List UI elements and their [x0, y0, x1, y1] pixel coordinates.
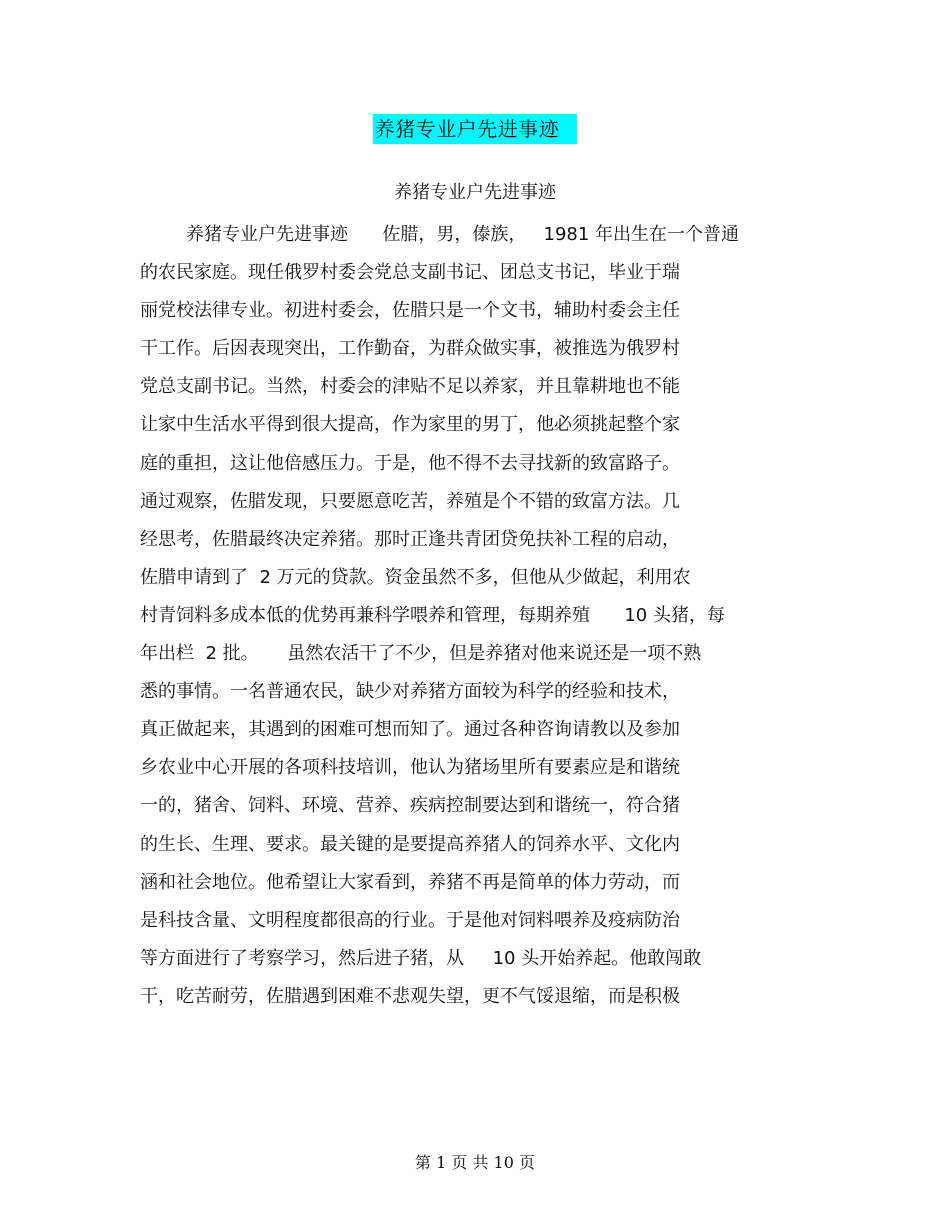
body-line: 等方面进行了考察学习，然后进子猪，从 10 头开始养起。他敢闯敢 [140, 947, 702, 969]
body-line: 年出栏 2 批。 虽然农活干了不少，但是养猪对他来说还是一项不熟 [140, 643, 702, 665]
body-line: 养猪专业户先进事迹 佐腊，男，傣族， 1981 年出生在一个普通 [186, 224, 740, 245]
body-line: 通过观察，佐腊发现，只要愿意吃苦，养殖是个不错的致富方法。几 [140, 490, 680, 512]
body-line: 一的，猪舍、饲料、环境、营养、疾病控制要达到和谐统一，符合猪 [140, 795, 680, 817]
highlighted-title: 养猪专业户先进事迹 [373, 114, 578, 144]
body-line: 丽党校法律专业。初进村委会，佐腊只是一个文书，辅助村委会主任 [140, 300, 680, 322]
body-line: 真正做起来，其遇到的困难可想而知了。通过各种咨询请教以及参加 [140, 719, 680, 741]
body-line: 的生长、生理、要求。最关键的是要提高养猪人的饲养水平、文化内 [140, 833, 680, 855]
body-line: 悉的事情。一名普通农民，缺少对养猪方面较为科学的经验和技术， [140, 681, 680, 703]
body-line: 乡农业中心开展的各项科技培训，他认为猪场里所有要素应是和谐统 [140, 757, 680, 779]
page-number-footer: 第 1 页 共 10 页 [415, 1153, 535, 1172]
body-line: 经思考，佐腊最终决定养猪。那时正逢共青团贷免扶补工程的启动， [140, 528, 680, 550]
body-line: 干，吃苦耐劳，佐腊遇到困难不悲观失望，更不气馁退缩，而是积极 [140, 985, 680, 1007]
body-line: 佐腊申请到了 2 万元的贷款。资金虽然不多，但他从少做起，利用农 [140, 566, 691, 588]
subtitle: 养猪专业户先进事迹 [394, 182, 556, 203]
body-line: 涵和社会地位。他希望让大家看到，养猪不再是简单的体力劳动，而 [140, 871, 680, 893]
body-line: 是科技含量、文明程度都很高的行业。于是他对饲料喂养及疫病防治 [140, 909, 680, 931]
title-area [0, 114, 950, 144]
body-line: 让家中生活水平得到很大提高，作为家里的男丁，他必须挑起整个家 [140, 414, 680, 436]
body-line: 党总支副书记。当然，村委会的津贴不足以养家，并且靠耕地也不能 [140, 376, 680, 398]
body-line: 干工作。后因表现突出，工作勤奋，为群众做实事，被推选为俄罗村 [140, 338, 680, 360]
body-line: 村青饲料多成本低的优势再兼科学喂养和管理，每期养殖 10 头猪，每 [140, 604, 725, 626]
body-text [140, 221, 820, 1021]
body-line: 的农民家庭。现任俄罗村委会党总支副书记、团总支书记，毕业于瑞 [140, 262, 680, 284]
body-line: 庭的重担，这让他倍感压力。于是，他不得不去寻找新的致富路子。 [140, 452, 680, 474]
